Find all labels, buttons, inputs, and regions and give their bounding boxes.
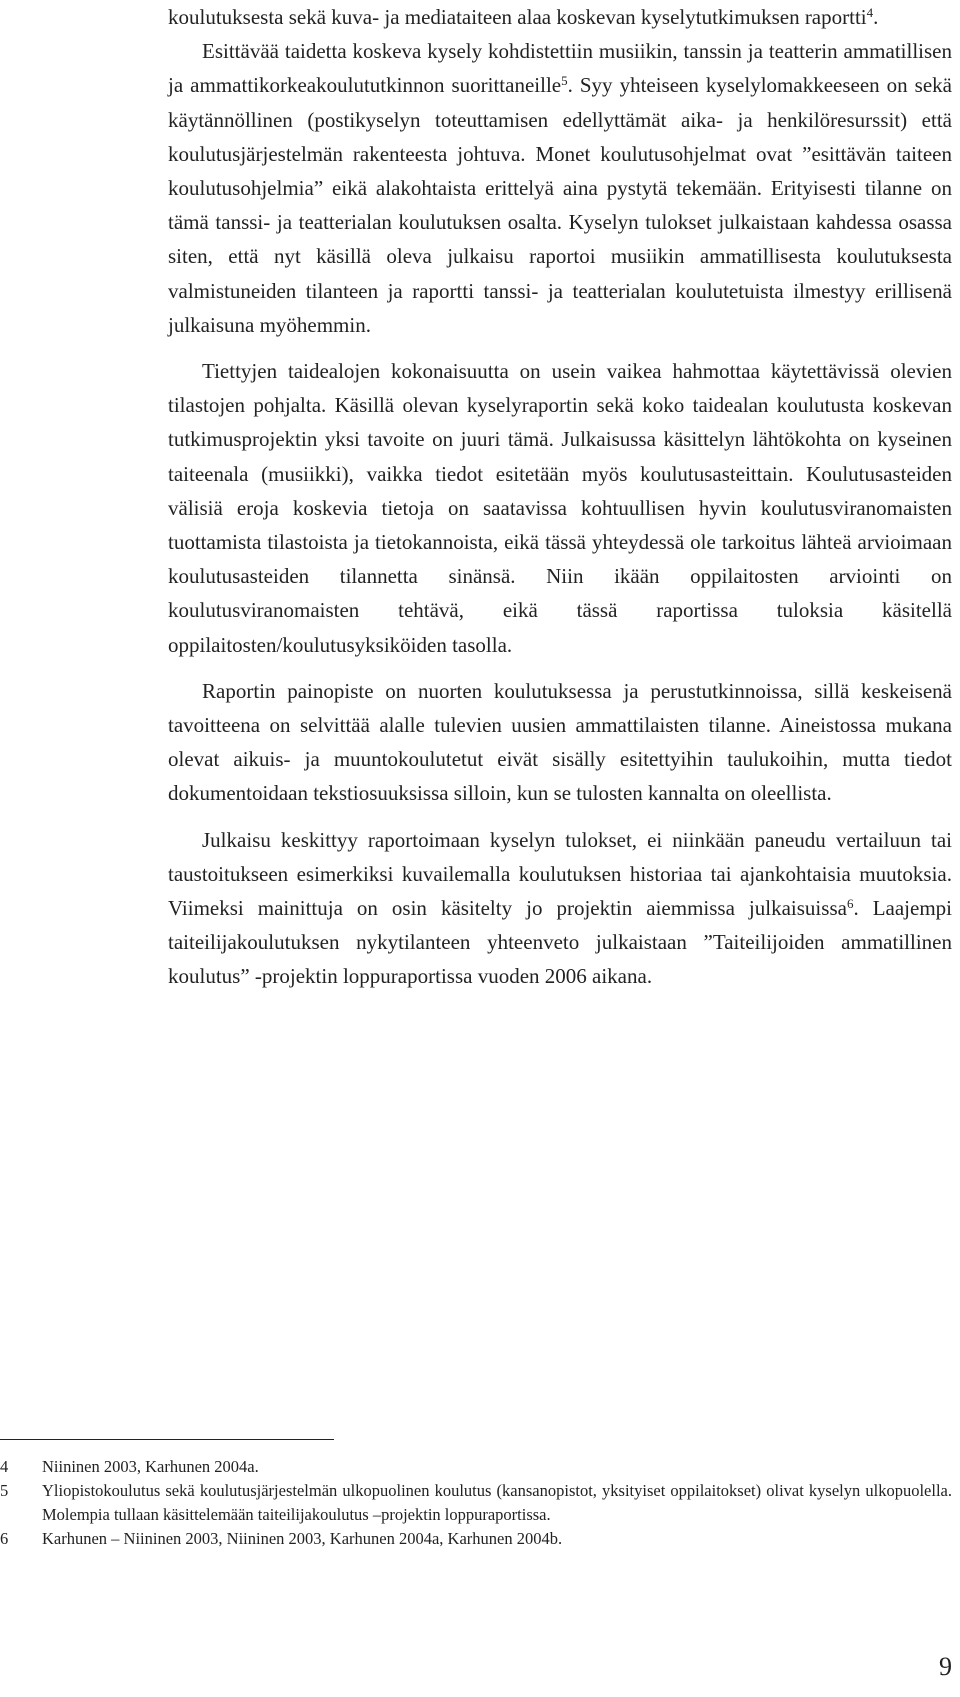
paragraph-text: . Syy yhteiseen kyselylomakkeeseen on sekä käytännöllinen (postikyselyn toteuttamisen edellyttämät aika- ja henkilöresurssit) että koulutusjärjestelmän rakenteesta johtuva. Monet koulutusohjelmat ovat ”esittävän taiteen koulutusohjelmia” eikä alakohtaista erittelyä aina pystytä tekemään. Erityisesti tilanne on tämä tanssi- ja teatterialan koulutuksen osalta. Kyselyn tulokset julkaistaan kahdessa osassa siten, että nyt käsillä oleva julkaisu raportoi musiikin ammatillisesta koulutuksesta valmistuneiden tilanteen ja raportti tanssi- ja teatterialan koulutetuista ilmestyy erillisenä julkaisuna myöhemmin. xyxy=(168,73,952,337)
body-text xyxy=(168,0,952,994)
page-number: 9 xyxy=(939,1652,952,1681)
paragraph-text: koulutuksesta sekä kuva- ja mediataiteen alaa koskevan kyselytutkimuksen raportti xyxy=(168,5,867,29)
paragraph-text: . xyxy=(873,5,879,29)
footnote-ref-6[interactable]: 6 xyxy=(846,896,854,912)
footnotes xyxy=(0,1455,952,1551)
paragraph-text: Raportin painopiste on nuorten koulutuksessa ja perustutkinnoissa, sillä keskeisenä tavoitteena on selvittää alalle tulevien uusien ammattilaisten tilanne. Aineistossa mukana olevat aikuis- ja muuntokoulutetut eivät sisälly esitettyihin taulukoihin, mutta tiedot dokumentoidaan tekstiosuuksissa silloin, kun se tulosten kannalta on oleellista. xyxy=(168,678,952,806)
footnote-text: Yliopistokoulutus sekä koulutusjärjestelmän ulkopuolinen koulutus (kansanopistot, yksityiset oppilaitokset) olivat kyselyn ulkopuolella. Molempia tullaan käsittelemään taiteilijakoulutus –projektin loppuraportissa. xyxy=(42,1481,952,1524)
footnote-6 xyxy=(0,1527,952,1551)
footnote-5 xyxy=(0,1479,952,1527)
paragraph-3 xyxy=(168,354,952,662)
footnote-divider xyxy=(0,1439,334,1440)
paragraph-text: . Laajempi taiteilijakoulutuksen nykytilanteen yhteenveto julkaistaan ”Taiteilijoiden ammatillinen koulutus” -projektin loppuraportissa vuoden 2006 aikana. xyxy=(168,896,952,989)
footnote-text: Karhunen – Niininen 2003, Niininen 2003, Karhunen 2004a, Karhunen 2004b. xyxy=(42,1529,563,1548)
paragraph-text: Tiettyjen taidealojen kokonaisuutta on usein vaikea hahmottaa käytettävissä olevien tilastojen pohjalta. Käsillä olevan kyselyraportin sekä koko taidealan koulutusta koskevan tutkimusprojektin yksi tavoite on juuri tämä. Julkaisussa käsittelyn lähtökohta on kyseinen taiteenala (musiikki), vaikka tiedot esitetään myös koulutusasteittain. Koulutusasteiden välisiä eroja koskevia tietoja on saatavissa kohtuullisen hyvin koulutusviranomaisten tuottamista tilastoista ja tietokannoista, eikä tässä yhteydessä ole tarkoitus lähteä arvioimaan koulutusasteiden tilannetta sinänsä. Niin ikään oppilaitosten arviointi on koulutusviranomaisten tehtävä, eikä tässä raportissa tuloksia käsitellä oppilaitosten/koulutusyksiköiden tasolla. xyxy=(168,359,952,657)
paragraph-1 xyxy=(168,0,952,34)
footnote-4 xyxy=(0,1455,952,1479)
footnote-ref-5[interactable]: 5 xyxy=(561,73,568,89)
paragraph-5 xyxy=(168,823,952,994)
footnote-number: 5 xyxy=(0,1481,9,1500)
footnote-ref-4[interactable]: 4 xyxy=(866,5,874,20)
paragraph-text: Esittävää taidetta koskeva kysely kohdistettiin musiikin, tanssin ja teatterin ammatillisen ja ammattikorkeakoulututkinnon suorittaneille xyxy=(168,39,952,98)
paragraph-2 xyxy=(168,34,952,342)
footnote-text: Niininen 2003, Karhunen 2004a. xyxy=(42,1457,259,1476)
footnote-number: 4 xyxy=(0,1457,9,1476)
footnote-number: 6 xyxy=(0,1529,9,1548)
paragraph-text: Julkaisu keskittyy raportoimaan kyselyn tulokset, ei niinkään paneudu vertailuun tai taustoitukseen esimerkiksi kuvailemalla koulutuksen historiaa tai ajankohtaisia muutoksia. Viimeksi mainittuja on osin käsitelty jo projektin aiemmissa julkaisuissa xyxy=(168,827,952,921)
paragraph-4 xyxy=(168,674,952,811)
